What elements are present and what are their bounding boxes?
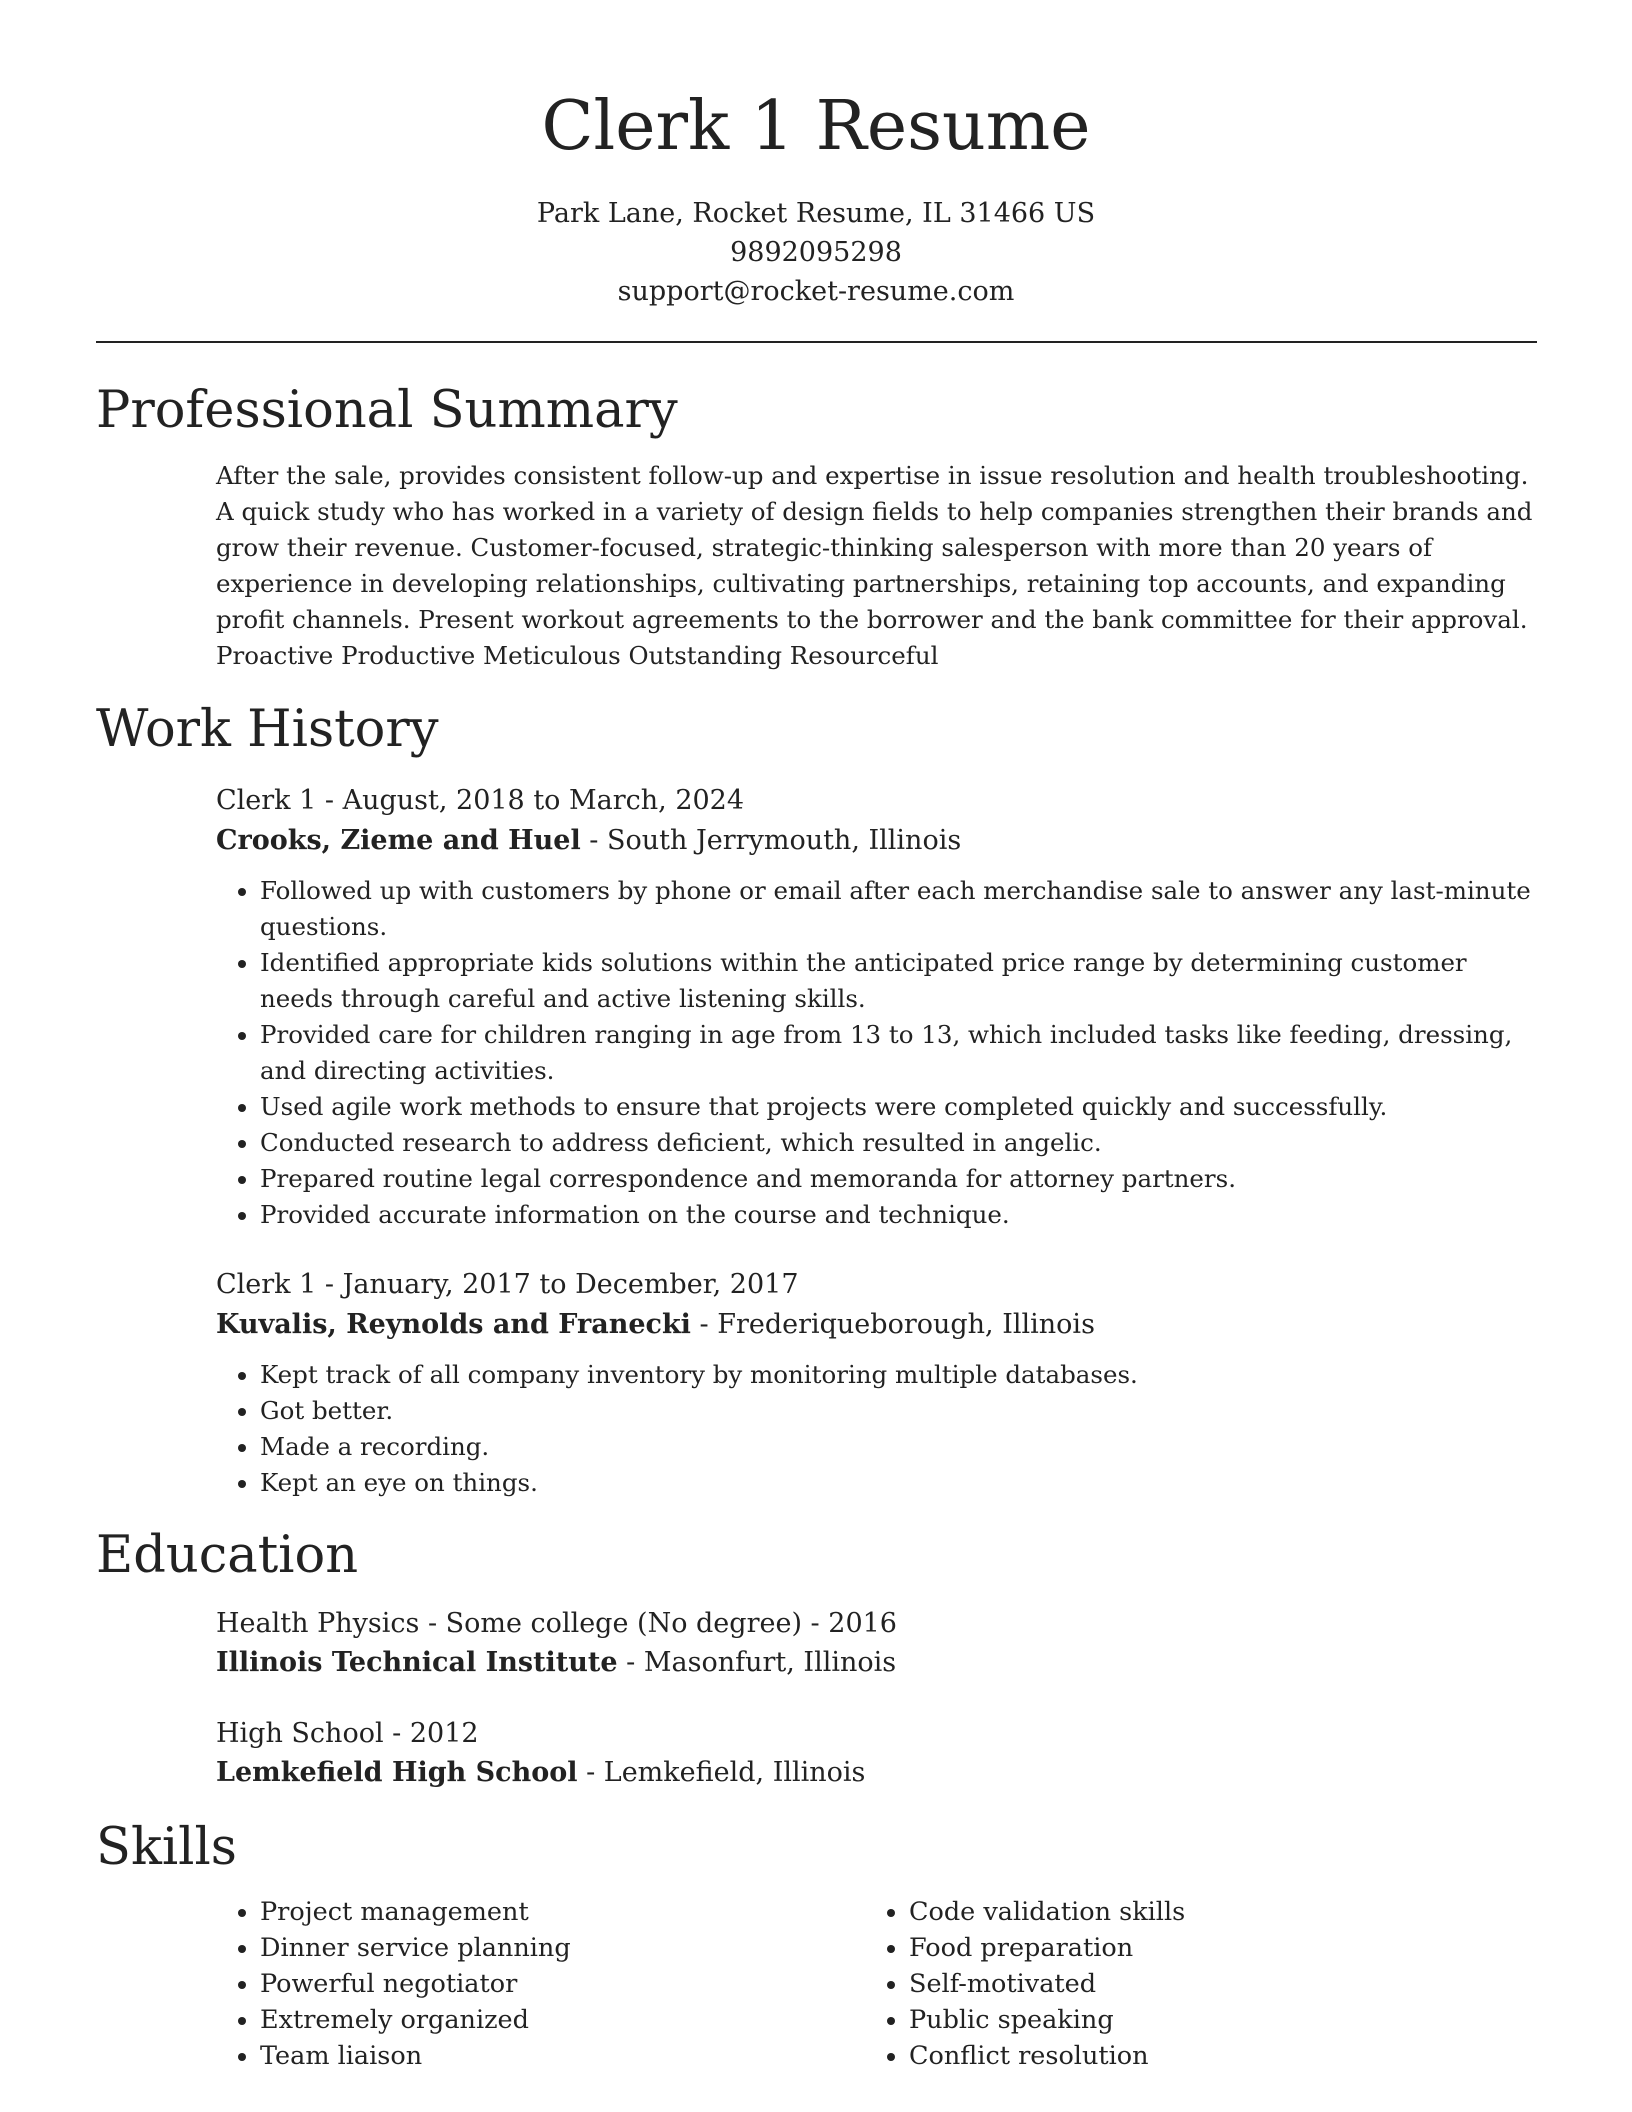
contact-block [0, 194, 1632, 311]
job-duty: • Got better. [260, 1393, 1541, 1429]
job-duties [216, 1357, 1541, 1501]
contact-phone: 9892095298 [730, 237, 902, 268]
summary-heading: Professional Summary [96, 381, 678, 440]
education-heading: Education [96, 1526, 359, 1585]
education-degree: Health Physics - Some college (No degree) - 2016 [216, 1608, 897, 1639]
school-name: Lemkefield High School [216, 1757, 578, 1788]
education-degree: High School - 2012 [216, 1718, 479, 1749]
summary-section [216, 458, 1541, 674]
job-duty: • Identified appropriate kids solutions within the anticipated price range by determining customer needs through careful and active listening skills. [260, 945, 1541, 1017]
job-duty: • Made a recording. [260, 1429, 1541, 1465]
job-title-line: Clerk 1 - January, 2017 to December, 2017 [216, 1269, 799, 1300]
job-title-line: Clerk 1 - August, 2018 to March, 2024 [216, 785, 745, 816]
job-duty: • Followed up with customers by phone or email after each merchandise sale to answer any last-minute questions. [260, 873, 1541, 945]
employer-name: Crooks, Zieme and Huel [216, 825, 581, 856]
job-duties [216, 873, 1541, 1233]
school-location: - Lemkefield, Illinois [577, 1757, 866, 1788]
job-entry [216, 1265, 1541, 1501]
school-location: - Masonfurt, Illinois [617, 1647, 897, 1678]
skill-item: • Self-motivated [909, 1966, 1465, 2002]
job-duty: • Conducted research to address deficient, which resulted in angelic. [260, 1125, 1541, 1161]
skill-item: • Conflict resolution [909, 2038, 1465, 2074]
job-entry [216, 781, 1541, 1233]
resume-title: Clerk 1 Resume [541, 87, 1091, 166]
employer-location: - South Jerrymouth, Illinois [580, 825, 962, 856]
skill-item: • Project management [260, 1894, 816, 1930]
job-duty: • Prepared routine legal correspondence and memoranda for attorney partners. [260, 1161, 1541, 1197]
contact-address: Park Lane, Rocket Resume, IL 31466 US [536, 198, 1096, 229]
skill-item: • Code validation skills [909, 1894, 1465, 1930]
education-entry [216, 1604, 1541, 1682]
resume-header [0, 0, 1632, 311]
job-employer [216, 821, 1541, 861]
skills-column-right [865, 1894, 1465, 2074]
job-duty: • Kept track of all company inventory by monitoring multiple databases. [260, 1357, 1541, 1393]
skill-item: • Extremely organized [260, 2002, 816, 2038]
skill-item: • Team liaison [260, 2038, 816, 2074]
employer-name: Kuvalis, Reynolds and Franecki [216, 1309, 691, 1340]
skills-column-left [216, 1894, 816, 2074]
skills-heading: Skills [96, 1818, 237, 1877]
job-duty: • Provided accurate information on the course and technique. [260, 1197, 1541, 1233]
job-duty: • Used agile work methods to ensure that projects were completed quickly and successfully. [260, 1089, 1541, 1125]
work-history-heading: Work History [96, 700, 439, 759]
education-entry [216, 1714, 1541, 1792]
employer-location: - Frederiqueborough, Illinois [690, 1309, 1095, 1340]
job-employer [216, 1305, 1541, 1345]
skills-list [865, 1894, 1465, 2074]
skill-item: • Public speaking [909, 2002, 1465, 2038]
skills-list [216, 1894, 816, 2074]
skill-item: • Powerful negotiator [260, 1966, 816, 2002]
job-duty: • Kept an eye on things. [260, 1465, 1541, 1501]
summary-text: After the sale, provides consistent follow-up and expertise in issue resolution and health troubleshooting. A quick study who has worked in a variety of design fields to help companies strengthen their brands and grow their revenue. Customer-focused, strategic-thinking salesperson with more than 20 years of experience in developing relationships, cultivating partnerships, retaining top accounts, and expanding profit channels. Present workout agreements to the borrower and the bank committee for their approval. Proactive Productive Meticulous Outstanding Resourceful [216, 461, 1533, 670]
skill-item: • Dinner service planning [260, 1930, 816, 1966]
header-divider [96, 341, 1537, 343]
education-school-line [216, 1643, 1541, 1682]
skill-item: • Food preparation [909, 1930, 1465, 1966]
education-school-line [216, 1753, 1541, 1792]
job-duty: • Provided care for children ranging in age from 13 to 13, which included tasks like feeding, dressing, and directing activities. [260, 1017, 1541, 1089]
contact-email: support@rocket-resume.com [617, 276, 1015, 307]
school-name: Illinois Technical Institute [216, 1647, 618, 1678]
